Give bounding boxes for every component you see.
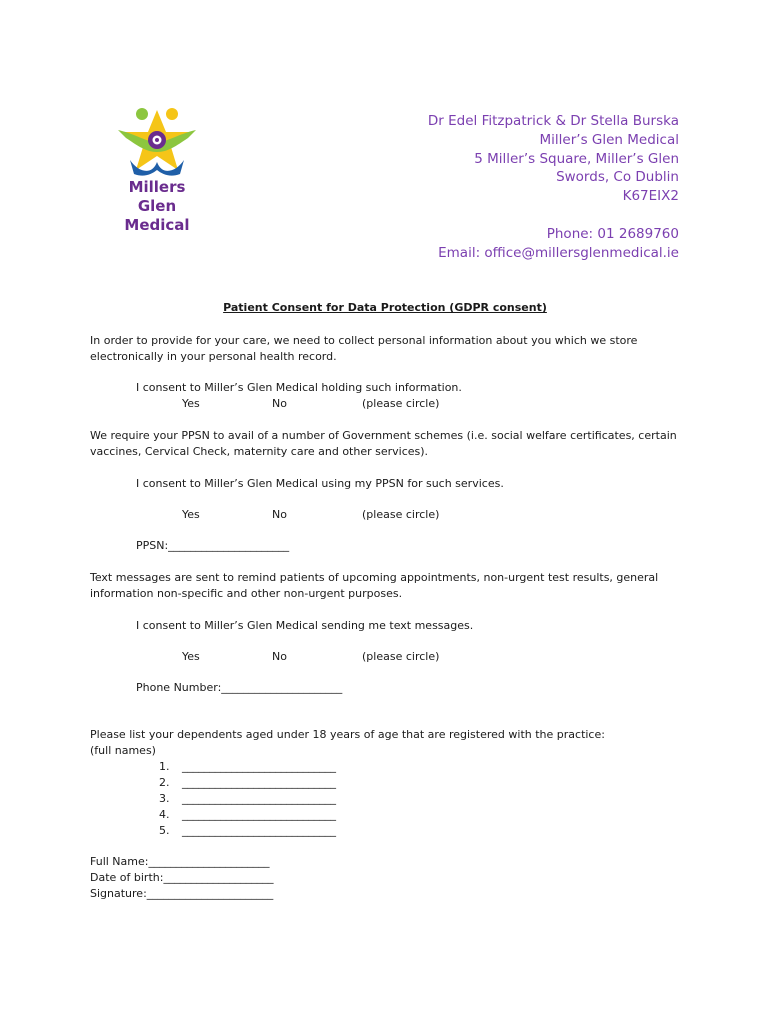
consent-ppsn-statement: I consent to Miller’s Glen Medical using my PPSN for such services. — [136, 477, 504, 490]
dependent-name-line[interactable]: ____________________________ — [182, 792, 336, 805]
dependent-number: 5. — [159, 824, 170, 837]
holding-yes-option[interactable]: Yes — [182, 397, 200, 410]
ppsn-no-option[interactable]: No — [272, 508, 287, 521]
text-circle-note: (please circle) — [362, 650, 440, 663]
dependent-name-line[interactable]: ____________________________ — [182, 808, 336, 821]
doctor-names: Dr Edel Fitzpatrick & Dr Stella Burska — [427, 113, 679, 129]
phone-number-field[interactable]: Phone Number:______________________ — [136, 681, 343, 694]
ppsn-circle-note: (please circle) — [362, 508, 440, 521]
phone-number: Phone: 01 2689760 — [546, 225, 679, 242]
email-address[interactable]: Email: office@millersglenmedical.ie — [438, 244, 679, 261]
dependents-prompt: Please list your dependents aged under 18 years of age that are registered with the practice: — [90, 728, 605, 741]
ppsn-field[interactable]: PPSN:______________________ — [136, 539, 290, 552]
star-people-logo-icon — [108, 102, 206, 178]
text-no-option[interactable]: No — [272, 650, 287, 663]
full-name-field[interactable]: Full Name:______________________ — [90, 855, 270, 868]
practice-contact-block — [428, 112, 679, 263]
logo-text-line2: Medical — [124, 216, 190, 234]
practice-logo — [108, 102, 206, 234]
holding-circle-note: (please circle) — [362, 397, 440, 410]
signature-field[interactable]: Signature:_______________________ — [90, 887, 274, 900]
text-messages-paragraph: Text messages are sent to remind patients of upcoming appointments, non-urgent test results, general information non-specific and other non-urgent purposes. — [90, 571, 659, 600]
date-of-birth-field[interactable]: Date of birth:____________________ — [90, 871, 274, 884]
intro-paragraph: In order to provide for your care, we need to collect personal information about you which we store electronically in your personal health record. — [90, 334, 638, 363]
spacer — [428, 206, 679, 225]
ppsn-yes-option[interactable]: Yes — [182, 508, 200, 521]
dependent-number: 1. — [159, 760, 170, 773]
eircode: K67EIX2 — [622, 188, 679, 205]
form-title: Patient Consent for Data Protection (GDPR consent) — [223, 301, 547, 314]
ppsn-info-paragraph: We require your PPSN to avail of a number of Government schemes (i.e. social welfare certificates, certain vaccines, Cervical Check, maternity care and other services). — [90, 429, 677, 458]
consent-holding-statement: I consent to Miller’s Glen Medical holding such information. — [136, 381, 462, 394]
logo-text-line1: Millers Glen — [128, 178, 186, 215]
dependent-name-line[interactable]: ____________________________ — [182, 824, 336, 837]
address-line2: Swords, Co Dublin — [556, 169, 679, 186]
consent-text-statement: I consent to Miller’s Glen Medical sending me text messages. — [136, 619, 474, 632]
practice-name: Miller’s Glen Medical — [539, 131, 679, 148]
address-line1: 5 Miller’s Square, Miller’s Glen — [474, 150, 679, 167]
dependent-number: 3. — [159, 792, 170, 805]
holding-no-option[interactable]: No — [272, 397, 287, 410]
text-yes-option[interactable]: Yes — [182, 650, 200, 663]
logo-wordmark — [108, 178, 206, 235]
dependent-name-line[interactable]: ____________________________ — [182, 776, 336, 789]
dependent-number: 2. — [159, 776, 170, 789]
dependents-note: (full names) — [90, 744, 156, 757]
dependent-name-line[interactable]: ____________________________ — [182, 760, 336, 773]
dependent-number: 4. — [159, 808, 170, 821]
